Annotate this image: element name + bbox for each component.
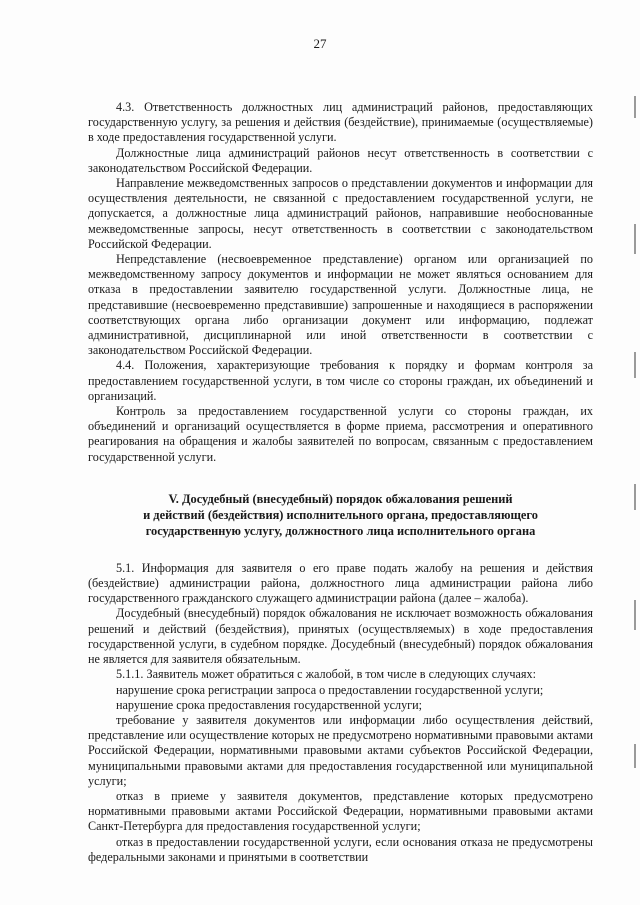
scan-edge-mark <box>634 224 636 254</box>
page-number: 27 <box>313 36 327 51</box>
scan-edge-mark <box>634 352 636 378</box>
section-heading-line: V. Досудебный (внесудебный) порядок обжалования решений <box>168 491 513 506</box>
paragraph: 4.4. Положения, характеризующие требования к порядку и формам контроля за предоставлением государственной услуги, в том числе со стороны граждан, их объединений и организаций. <box>88 358 593 403</box>
paragraph: Непредставление (несвоевременное представление) органом или организацией по межведомственному запросу документов и информации не может являться основанием для отказа в предоставлении заявителю государственной услуги. Должностные лица, не представившие (несвоевременно представившие) запрошенные и находящиеся в распоряжении соответствующих органа либо организации документ или информацию, подлежат административной, дисциплинарной или иной ответственности в соответствии с законодательством Российской Федерации. <box>88 252 593 358</box>
document-body <box>88 100 593 865</box>
paragraph: 5.1. Информация для заявителя о его праве подать жалобу на решения и действия (бездействие) администрации района, должностного лица администрации района либо государственного гражданского служащего администрации района (далее – жалоба). <box>88 560 593 606</box>
paragraph: Контроль за предоставлением государственной услуги со стороны граждан, их объединений и организаций осуществляется в форме приема, рассмотрения и оперативного реагирования на обращения и жалобы заявителей по вопросам, связанным с предоставлением государственной услуги. <box>88 404 593 464</box>
paragraph: Направление межведомственных запросов о представлении документов и информации для осуществления деятельности, не связанной с предоставлением государственной услуги, не допускается, а должностные лица администраций районов, направившие необоснованные межведомственные запросы, несут ответственность в соответствии с законодательством Российской Федерации. <box>88 176 593 251</box>
section-heading-line: и действий (бездействия) исполнительного органа, предоставляющего <box>143 507 538 522</box>
list-item: отказ в предоставлении государственной услуги, если основания отказа не предусмотрены федеральными законами и принятыми в соответствии <box>88 834 593 864</box>
list-item: отказ в приеме у заявителя документов, представление которых предусмотрено нормативными правовыми актами Российской Федерации, нормативными правовыми актами Санкт-Петербурга для предоставления государственной услуги; <box>88 788 593 834</box>
paragraph: Досудебный (внесудебный) порядок обжалования не исключает возможность обжалования решений и действий (бездействия), принятых (осуществляемых) в ходе предоставления государственной услуги, в судебном порядке. Досудебный (внесудебный) порядок обжалования не является для заявителя обязательным. <box>88 606 593 667</box>
paragraph: 5.1.1. Заявитель может обратиться с жалобой, в том числе в следующих случаях: <box>116 667 536 682</box>
section-heading-line: государственную услугу, должностного лица исполнительного органа <box>145 523 536 538</box>
scan-edge-mark <box>634 96 636 118</box>
scan-edge-mark <box>634 600 636 630</box>
list-item: нарушение срока регистрации запроса о предоставлении государственной услуги; <box>116 682 544 697</box>
scan-edge-mark <box>634 744 636 768</box>
paragraph: Должностные лица администраций районов несут ответственность в соответствии с законодательством Российской Федерации. <box>88 145 593 175</box>
list-item: требование у заявителя документов или информации либо осуществления действий, представление или осуществление которых не предусмотрено нормативными правовыми актами Российской Федерации, нормативными правовыми актами субъектов Российской Федерации, муниципальными правовыми актами для предоставления государственной или муниципальной услуги; <box>88 712 593 788</box>
list-item: нарушение срока предоставления государственной услуги; <box>116 697 423 712</box>
scan-edge-mark <box>634 484 636 510</box>
paragraph: 4.3. Ответственность должностных лиц администраций районов, предоставляющих государственную услугу, за решения и действия (бездействие), принимаемые (осуществляемые) в ходе предоставления государственной услуги. <box>88 100 593 145</box>
section-heading <box>88 491 593 539</box>
